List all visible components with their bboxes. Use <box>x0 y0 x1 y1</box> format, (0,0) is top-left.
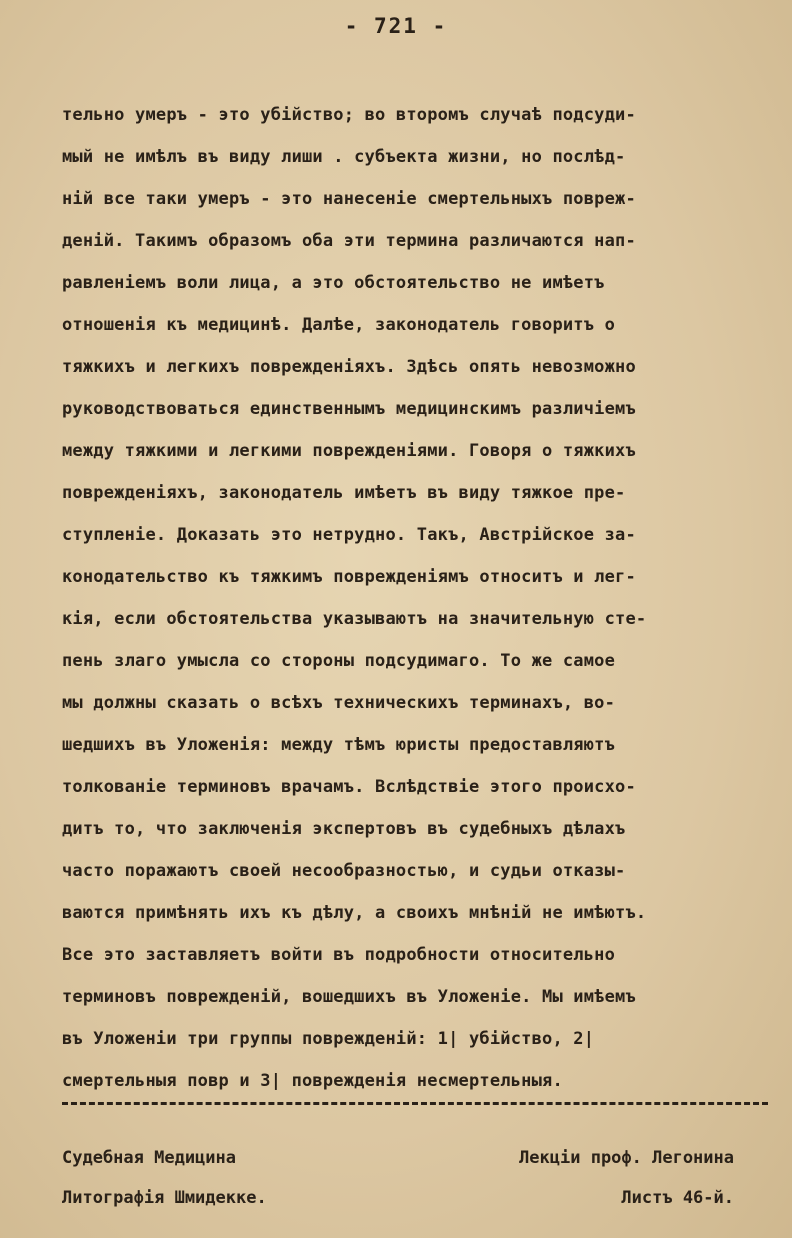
text-line: руководствоваться единственнымъ медицинскимъ различіемъ <box>62 399 636 419</box>
text-line: дитъ то, что заключенія экспертовъ въ судебныхъ дѣлахъ <box>62 819 626 839</box>
text-line: мый не имѣлъ въ виду лиши . субъекта жизни, но послѣд- <box>62 147 626 167</box>
text-line: терминовъ поврежденій, вошедшихъ въ Уложеніе. Мы имѣемъ <box>62 987 636 1007</box>
footer-row-1 <box>62 1148 734 1168</box>
text-line: Все это заставляетъ войти въ подробности относительно <box>62 945 616 965</box>
footer-row-2 <box>62 1188 734 1208</box>
text-line: деній. Такимъ образомъ оба эти термина различаются нап- <box>62 231 636 251</box>
footer-sheet-number: Листъ 46-й. <box>621 1188 734 1208</box>
text-line: толкованіе терминовъ врачамъ. Вслѣдствіе этого происхо- <box>62 777 636 797</box>
text-line: ваются примѣнять ихъ къ дѣлу, а своихъ мнѣній не имѣютъ. <box>62 903 647 923</box>
text-line: поврежденіяхъ, законодатель имѣетъ въ виду тяжкое пре- <box>62 483 626 503</box>
text-line: тельно умеръ - это убійство; во второмъ случаѣ подсуди- <box>62 105 636 125</box>
text-line: между тяжкими и легкими поврежденіями. Говоря о тяжкихъ <box>62 441 636 461</box>
text-line: кія, если обстоятельства указываютъ на значительную сте- <box>62 609 647 629</box>
separator-line <box>62 1102 768 1105</box>
text-line: тяжкихъ и легкихъ поврежденіяхъ. Здѣсь опять невозможно <box>62 357 636 377</box>
text-line: часто поражаютъ своей несообразностью, и судьи отказы- <box>62 861 626 881</box>
body-text <box>62 94 782 1102</box>
footer-lecture-author: Лекціи проф. Легонина <box>519 1148 734 1168</box>
text-line: отношенія къ медицинѣ. Далѣе, законодатель говоритъ о <box>62 315 616 335</box>
text-line: конодательство къ тяжкимъ поврежденіямъ относитъ и лег- <box>62 567 636 587</box>
text-line: ній все таки умеръ - это нанесеніе смертельныхъ повреж- <box>62 189 636 209</box>
footer-printer: Литографія Шмидекке. <box>62 1188 267 1208</box>
page-number: - 721 - <box>344 14 448 38</box>
text-line: мы должны сказать о всѣхъ техническихъ терминахъ, во- <box>62 693 616 713</box>
footer-course-title: Судебная Медицина <box>62 1148 236 1168</box>
text-line: шедшихъ въ Уложенія: между тѣмъ юристы предоставляютъ <box>62 735 616 755</box>
text-line: пень злаго умысла со стороны подсудимаго. То же самое <box>62 651 616 671</box>
text-line: ступленіе. Доказать это нетрудно. Такъ, Австрійское за- <box>62 525 636 545</box>
text-line: смертельныя повр и 3| поврежденія несмертельныя. <box>62 1071 563 1091</box>
text-line: равленіемъ воли лица, а это обстоятельство не имѣетъ <box>62 273 605 293</box>
text-line: въ Уложеніи три группы поврежденій: 1| убійство, 2| <box>62 1029 595 1049</box>
